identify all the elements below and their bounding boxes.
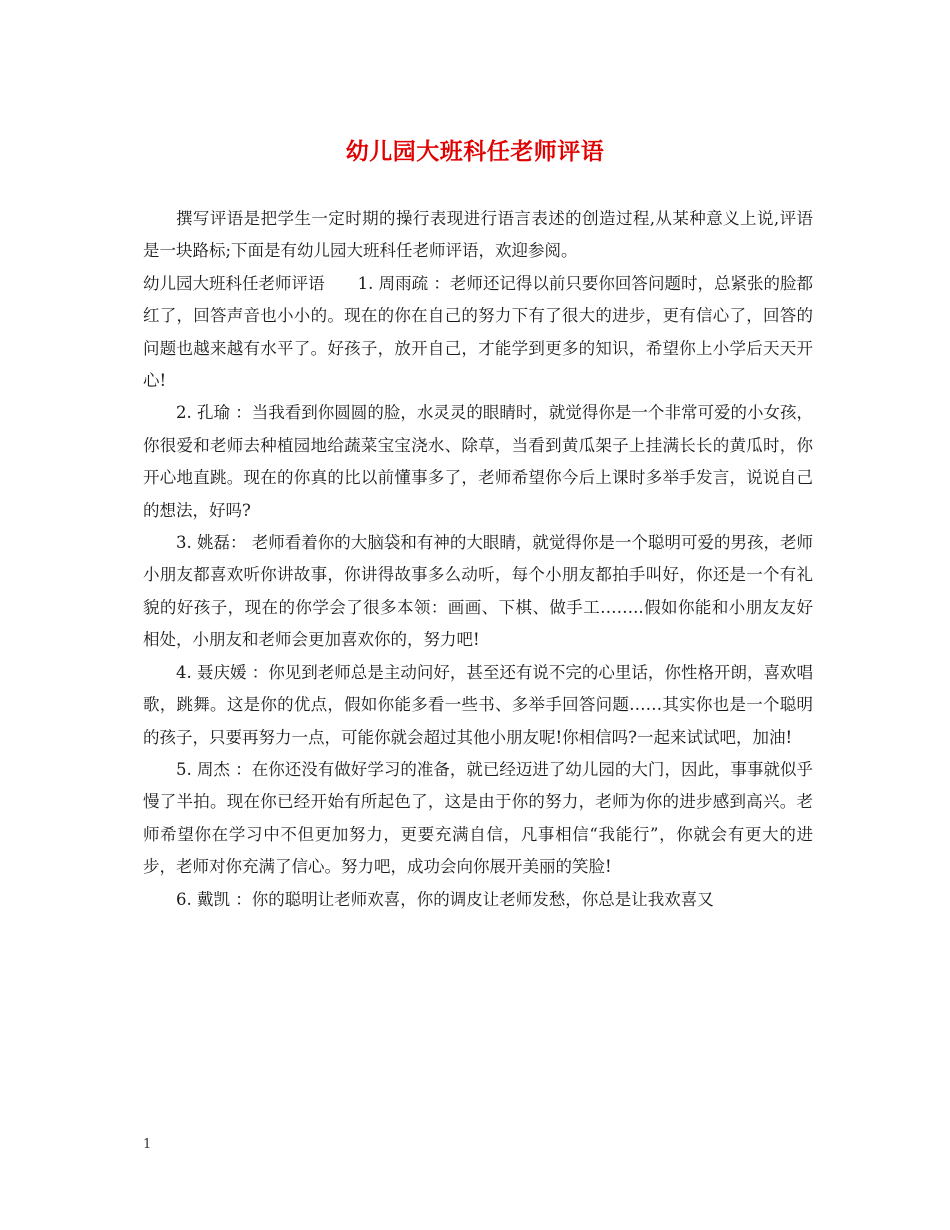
- paragraph-comment-2: 2. 孔瑜 ：当我看到你圆圆的脸，水灵灵的眼睛时，就觉得你是一个非常可爱的小女孩，你很爱和老师去种植园地给蔬菜宝宝浇水、除草，当看到黄瓜架子上挂满长长的黄瓜时，你开心地直跳。现在的你真的比以前懂事多了，老师希望你今后上课时多举手发言，说说自己的想法，好吗?: [143, 403, 813, 520]
- paragraph-comment-4: 4. 聂庆媛 ：你见到老师总是主动问好，甚至还有说不完的心里话，你性格开朗，喜欢唱歌，跳舞。这是你的优点，假如你能多看一些书、多举手回答问题……其实你也是一个聪明的孩子，只要再努力一点，可能你就会超过其他小朋友呢!你相信吗?一起来试试吧，加油!: [143, 662, 813, 747]
- paragraph-comment-6: 6. 戴凯 ：你的聪明让老师欢喜，你的调皮让老师发愁，你总是让我欢喜又: [176, 889, 714, 909]
- paragraph-comment-3: 3. 姚磊： 老师看着你的大脑袋和有神的大眼睛，就觉得你是一个聪明可爱的男孩，老师小朋友都喜欢听你讲故事，你讲得故事多么动听，每个小朋友都拍手叫好，你还是一个有礼貌的好孩子，现在的你学会了很多本领：画画、下棋、做手工……..假如你能和小朋友友好相处，小朋友和老师会更加喜欢你的，努力吧!: [143, 533, 813, 650]
- paragraph-comment-5: 5. 周杰 ：在你还没有做好学习的准备，就已经迈进了幼儿园的大门，因此，事事就似乎慢了半拍。现在你已经开始有所起色了，这是由于你的努力，老师为你的进步感到高兴。老师希望你在学习中不但更加努力，更要充满自信，凡事相信“我能行”，你就会有更大的进步，老师对你充满了信心。努力吧，成功会向你展开美丽的笑脸!: [143, 759, 813, 877]
- document-body: [143, 203, 813, 916]
- page-title: 幼儿园大班科任老师评语: [345, 138, 605, 165]
- paragraph-comment-1: 幼儿园大班科任老师评语 1. 周雨疏 ：老师还记得以前只要你回答问题时，总紧张的脸都红了，回答声音也小小的。现在的你在自己的努力下有了很大的进步，更有信心了，回答的问题也越来越有水平了。好孩子，放开自己，才能学到更多的知识，希望你上小学后天天开心!: [143, 273, 813, 391]
- page-number: 1: [143, 1137, 152, 1152]
- paragraph-intro: 撰写评语是把学生一定时期的操行表现进行语言表述的创造过程,从某种意义上说,评语是一块路标;下面是有幼儿园大班科任老师评语，欢迎参阅。: [143, 209, 813, 261]
